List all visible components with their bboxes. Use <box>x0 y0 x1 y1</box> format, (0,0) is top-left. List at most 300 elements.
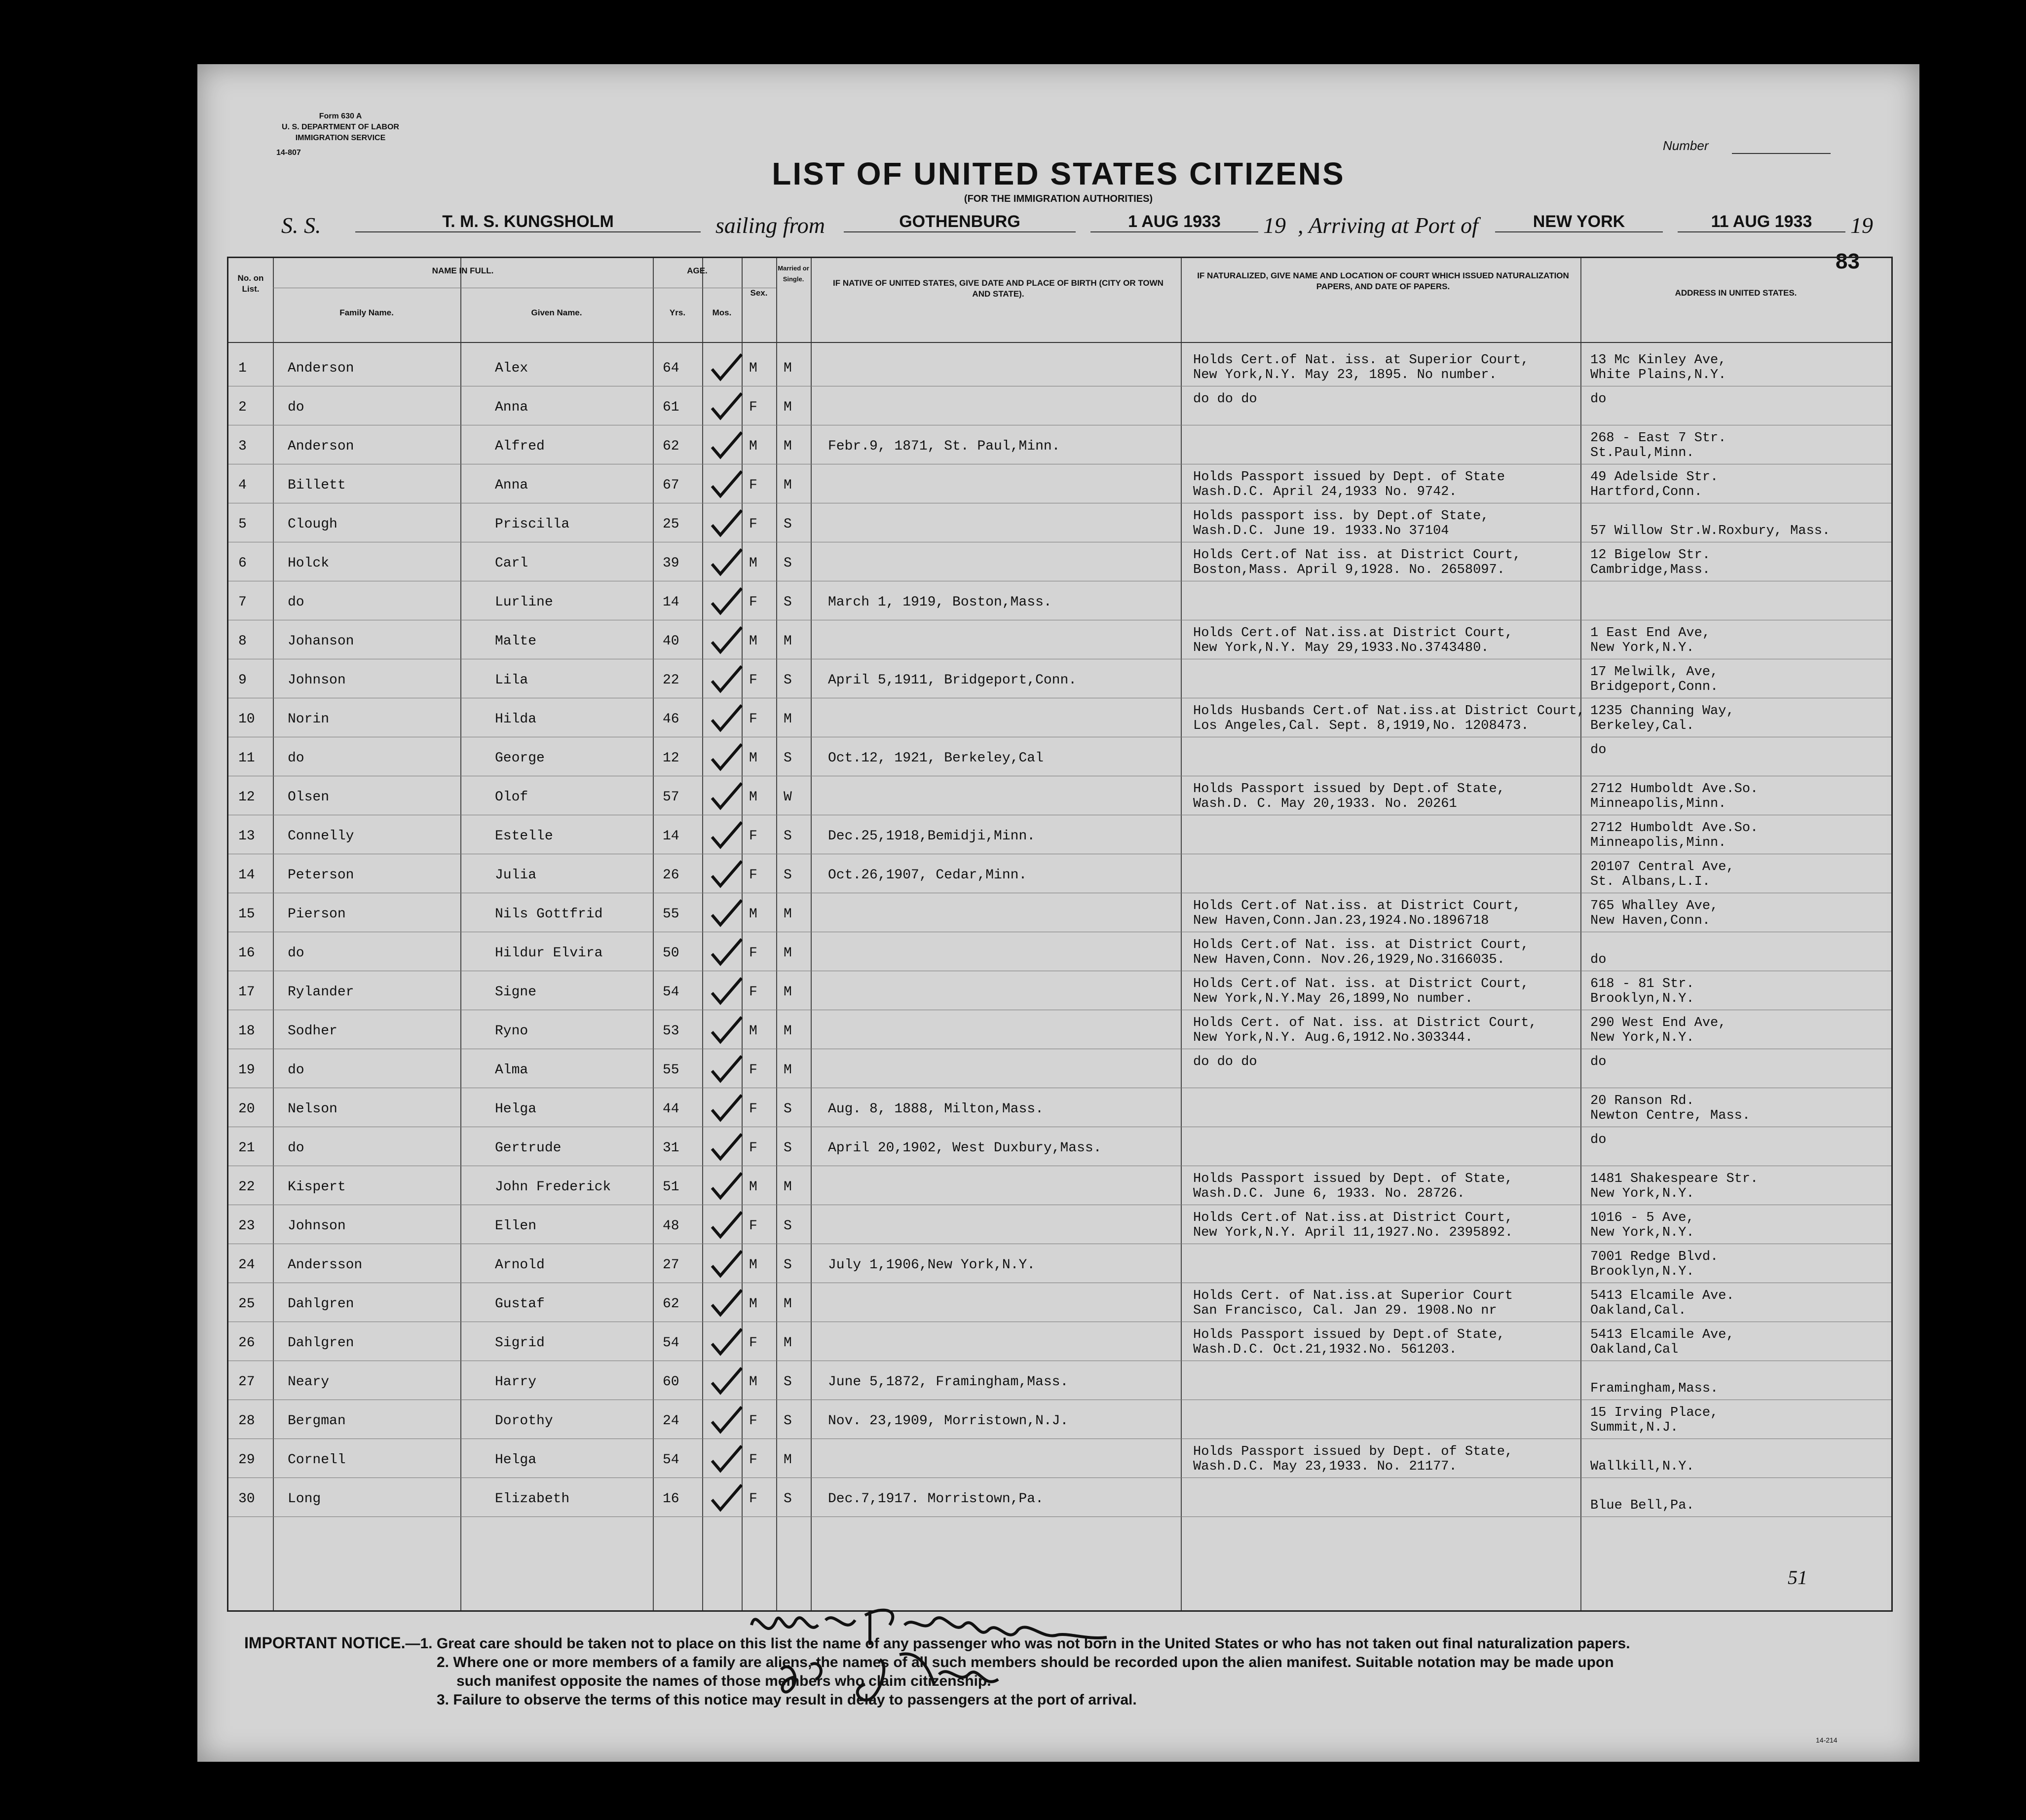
family-name: Pierson <box>288 907 346 922</box>
check-mark-icon <box>710 898 744 927</box>
address-info: 290 West End Ave, <box>1590 1016 1726 1030</box>
departure-port: GOTHENBURG <box>844 212 1076 232</box>
family-name: Long <box>288 1491 321 1507</box>
marital-status: M <box>784 1024 792 1039</box>
sex: F <box>749 673 757 688</box>
address-info: 1481 Shakespeare Str. <box>1590 1172 1759 1186</box>
family-name: Dahlgren <box>288 1335 354 1351</box>
age-years: 16 <box>663 1491 679 1507</box>
important-notice <box>244 1633 1882 1709</box>
col-given-name: Given Name. <box>531 308 582 317</box>
manifest-page <box>197 64 1919 1762</box>
age-years: 12 <box>663 751 679 766</box>
sex: F <box>749 1491 757 1507</box>
naturalization-info: Holds Cert. of Nat.iss.at Superior Court <box>1193 1289 1513 1303</box>
row-number: 23 <box>238 1218 255 1234</box>
service-name: IMMIGRATION SERVICE <box>295 134 386 142</box>
check-mark-icon <box>710 508 744 537</box>
given-name: Ellen <box>495 1218 537 1234</box>
age-years: 27 <box>663 1257 679 1273</box>
form-number: Form 630 A <box>319 112 362 120</box>
check-mark-icon <box>710 976 744 1005</box>
marital-status: S <box>784 1140 792 1156</box>
sex: M <box>749 1024 757 1039</box>
notice-item-1: —1. Great care should be taken not to place on this list the name of any passenger who was not born in the United States or who has not taken out final naturalization papers. <box>405 1635 1630 1652</box>
address-info: 12 Bigelow Str. <box>1590 548 1711 563</box>
age-years: 54 <box>663 1335 679 1351</box>
marital-status: M <box>784 1296 792 1312</box>
address-info: New York,N.Y. <box>1590 1225 1694 1240</box>
age-years: 39 <box>663 556 679 571</box>
address-info: do <box>1590 1055 1607 1069</box>
family-name: do <box>288 595 304 610</box>
naturalization-info: New York,N.Y. April 11,1927.No. 2395892. <box>1193 1225 1513 1240</box>
age-years: 55 <box>663 1062 679 1078</box>
year-suffix: 19 <box>1850 213 1873 238</box>
check-mark-icon <box>710 352 744 381</box>
given-name: Julia <box>495 868 537 883</box>
page-number: 83 <box>1836 249 1860 273</box>
given-name: Hilda <box>495 712 537 727</box>
departure-date: 1 AUG 1933 <box>1090 212 1258 232</box>
given-name: Malte <box>495 634 537 649</box>
birth-info: Oct.12, 1921, Berkeley,Cal <box>828 751 1044 766</box>
age-years: 25 <box>663 517 679 532</box>
family-name: Johnson <box>288 673 346 688</box>
age-years: 54 <box>663 985 679 1000</box>
address-info: Oakland,Cal <box>1590 1342 1679 1357</box>
age-years: 26 <box>663 868 679 883</box>
age-years: 55 <box>663 907 679 922</box>
age-years: 53 <box>663 1024 679 1039</box>
age-years: 40 <box>663 634 679 649</box>
given-name: Alfred <box>495 439 545 454</box>
notice-item-3: 3. Failure to observe the terms of this notice may result in delay to passengers at the port of arrival. <box>437 1692 1137 1708</box>
family-name: Rylander <box>288 985 354 1000</box>
birth-info: Oct.26,1907, Cedar,Minn. <box>828 868 1027 883</box>
family-name: Anderson <box>288 361 354 376</box>
marital-status: M <box>784 907 792 922</box>
age-years: 54 <box>663 1452 679 1468</box>
given-name: Signe <box>495 985 537 1000</box>
family-name: Johanson <box>288 634 354 649</box>
marital-status: S <box>784 556 792 571</box>
sex: F <box>749 829 757 844</box>
given-name: Elizabeth <box>495 1491 570 1507</box>
check-mark-icon <box>710 859 744 888</box>
check-mark-icon <box>710 586 744 615</box>
family-name: Clough <box>288 517 338 532</box>
check-mark-icon <box>710 391 744 420</box>
check-mark-icon <box>710 1365 744 1395</box>
row-number: 14 <box>238 868 255 883</box>
address-info: 765 Whalley Ave, <box>1590 899 1719 913</box>
naturalization-info: Holds Cert.of Nat.iss. at District Court, <box>1193 899 1521 913</box>
given-name: Helga <box>495 1452 537 1468</box>
marital-status: S <box>784 1101 792 1117</box>
sex: M <box>749 556 757 571</box>
age-years: 50 <box>663 946 679 961</box>
given-name: Harry <box>495 1374 537 1390</box>
marital-status: S <box>784 751 792 766</box>
sex: F <box>749 1452 757 1468</box>
birth-info: June 5,1872, Framingham,Mass. <box>828 1374 1069 1390</box>
naturalization-info: Holds passport iss. by Dept.of State, <box>1193 509 1489 524</box>
row-number: 20 <box>238 1101 255 1117</box>
sailing-label: sailing from <box>715 213 825 238</box>
age-years: 14 <box>663 829 679 844</box>
form-code: 14-807 <box>276 149 301 157</box>
row-number: 18 <box>238 1024 255 1039</box>
row-number: 6 <box>238 556 247 571</box>
address-info: Blue Bell,Pa. <box>1590 1498 1694 1513</box>
form-header-block <box>276 111 405 158</box>
row-number: 9 <box>238 673 247 688</box>
given-name: Nils Gottfrid <box>495 907 603 922</box>
sex: F <box>749 1335 757 1351</box>
naturalization-info: Holds Husbands Cert.of Nat.iss.at District Court, <box>1193 704 1585 719</box>
naturalization-info: Holds Cert.of Nat. iss. at District Court, <box>1193 938 1529 952</box>
page-title: LIST OF UNITED STATES CITIZENS <box>772 156 1345 191</box>
address-info: White Plains,N.Y. <box>1590 368 1726 382</box>
row-number: 19 <box>238 1062 255 1078</box>
given-name: Lila <box>495 673 528 688</box>
bottom-form-code: 14-214 <box>1816 1736 1838 1744</box>
row-number: 3 <box>238 439 247 454</box>
arriving-label: , Arriving at Port of <box>1298 213 1478 238</box>
binder-hole <box>99 341 123 365</box>
address-info: do <box>1590 392 1607 407</box>
sex: M <box>749 790 757 805</box>
check-mark-icon <box>710 703 744 732</box>
row-number: 13 <box>238 829 255 844</box>
family-name: do <box>288 400 304 415</box>
department-name: U. S. DEPARTMENT OF LABOR <box>282 123 399 131</box>
col-age-years: Yrs. <box>669 308 686 317</box>
check-mark-icon <box>710 1054 744 1083</box>
sex: F <box>749 1062 757 1078</box>
check-mark-icon <box>710 625 744 654</box>
address-info: New Haven,Conn. <box>1590 913 1711 928</box>
birth-info: Dec.7,1917. Morristown,Pa. <box>828 1491 1044 1507</box>
address-info: Brooklyn,N.Y. <box>1590 1264 1694 1279</box>
age-years: 48 <box>663 1218 679 1234</box>
marital-status: S <box>784 1257 792 1273</box>
age-years: 67 <box>663 478 679 493</box>
row-number: 2 <box>238 400 247 415</box>
marital-status: S <box>784 868 792 883</box>
naturalization-info: Los Angeles,Cal. Sept. 8,1919,No. 1208473. <box>1193 719 1529 733</box>
sex: M <box>749 751 757 766</box>
naturalization-info: New Haven,Conn. Nov.26,1929,No.3166035. <box>1193 952 1505 967</box>
address-info: St. Albans,L.I. <box>1590 874 1711 889</box>
address-info: 20107 Central Ave, <box>1590 860 1734 874</box>
naturalization-info: do do do <box>1193 1055 1257 1069</box>
family-name: Sodher <box>288 1024 338 1039</box>
address-info: Bridgeport,Conn. <box>1590 680 1719 694</box>
age-years: 57 <box>663 790 679 805</box>
sex: F <box>749 1218 757 1234</box>
birth-info: April 5,1911, Bridgeport,Conn. <box>828 673 1077 688</box>
family-name: Anderson <box>288 439 354 454</box>
ss-label: S. S. <box>281 213 321 238</box>
birth-info: Nov. 23,1909, Morristown,N.J. <box>828 1413 1069 1429</box>
marital-status: M <box>784 361 792 376</box>
check-mark-icon <box>710 1171 744 1200</box>
check-mark-icon <box>710 469 744 498</box>
marital-status: S <box>784 517 792 532</box>
check-mark-icon <box>710 1093 744 1122</box>
sex: M <box>749 1257 757 1273</box>
col-naturalized: IF NATURALIZED, GIVE NAME AND LOCATION OF COURT WHICH ISSUED NATURALIZATION PAPERS, AND DATE OF PAPERS. <box>1197 271 1569 291</box>
check-mark-icon <box>710 937 744 966</box>
check-mark-icon <box>710 1015 744 1044</box>
address-info: 5413 Elcamile Ave, <box>1590 1327 1734 1342</box>
age-years: 46 <box>663 712 679 727</box>
col-sex: Sex. <box>750 288 768 298</box>
binder-hole <box>99 1155 123 1179</box>
binder-hole <box>99 1520 123 1545</box>
given-name: Estelle <box>495 829 553 844</box>
address-info: Minneapolis,Minn. <box>1590 796 1726 811</box>
address-info: 13 Mc Kinley Ave, <box>1590 353 1726 368</box>
marital-status: W <box>784 790 792 805</box>
address-info: Hartford,Conn. <box>1590 485 1702 499</box>
naturalization-info: Holds Cert.of Nat. iss. at Superior Court, <box>1193 353 1529 368</box>
check-mark-icon <box>710 547 744 576</box>
marital-status: S <box>784 1374 792 1390</box>
sex: F <box>749 712 757 727</box>
col-name-group: NAME IN FULL. <box>432 266 494 275</box>
sex: F <box>749 868 757 883</box>
sex: F <box>749 1140 757 1156</box>
row-number: 22 <box>238 1179 255 1195</box>
age-years: 44 <box>663 1101 679 1117</box>
address-info: do <box>1590 743 1607 758</box>
family-name: Nelson <box>288 1101 338 1117</box>
age-years: 51 <box>663 1179 679 1195</box>
address-info: 57 Willow Str.W.Roxbury, Mass. <box>1590 524 1831 538</box>
page-subtitle: (FOR THE IMMIGRATION AUTHORITIES) <box>964 193 1153 204</box>
col-age-months: Mos. <box>712 308 732 317</box>
sex: F <box>749 400 757 415</box>
address-info: Newton Centre, Mass. <box>1590 1108 1751 1123</box>
age-years: 61 <box>663 400 679 415</box>
check-mark-icon <box>710 1132 744 1161</box>
naturalization-info: New York,N.Y.May 26,1899,No number. <box>1193 991 1473 1006</box>
check-mark-icon <box>710 430 744 459</box>
address-info: 1 East End Ave, <box>1590 626 1711 641</box>
address-info: 5413 Elcamile Ave. <box>1590 1289 1734 1303</box>
given-name: Arnold <box>495 1257 545 1273</box>
marital-status: M <box>784 1179 792 1195</box>
sex: F <box>749 1101 757 1117</box>
marital-status: M <box>784 946 792 961</box>
naturalization-info: Wash.D.C. Oct.21,1932.No. 561203. <box>1193 1342 1457 1357</box>
row-number: 5 <box>238 517 247 532</box>
check-mark-icon <box>710 742 744 771</box>
marital-status: M <box>784 1452 792 1468</box>
address-info: Framingham,Mass. <box>1590 1381 1719 1396</box>
address-info: 15 Irving Place, <box>1590 1405 1719 1420</box>
row-number: 16 <box>238 946 255 961</box>
voyage-line <box>281 212 1873 247</box>
check-mark-icon <box>710 1249 744 1278</box>
family-name: do <box>288 946 304 961</box>
naturalization-info: Boston,Mass. April 9,1928. No. 2658097. <box>1193 563 1505 577</box>
age-years: 14 <box>663 595 679 610</box>
row-number: 10 <box>238 712 255 727</box>
check-mark-icon <box>710 1404 744 1434</box>
address-info: do <box>1590 952 1607 967</box>
sex: F <box>749 517 757 532</box>
given-name: Dorothy <box>495 1413 553 1429</box>
address-info: 2712 Humboldt Ave.So. <box>1590 821 1759 835</box>
sex: M <box>749 1374 757 1390</box>
ship-name: T. M. S. KUNGSHOLM <box>355 212 701 232</box>
marital-status: S <box>784 1413 792 1429</box>
family-name: Olsen <box>288 790 330 805</box>
check-mark-icon <box>710 781 744 810</box>
marital-status: S <box>784 673 792 688</box>
address-info: 7001 Redge Blvd. <box>1590 1250 1719 1264</box>
marital-status: M <box>784 439 792 454</box>
family-name: Peterson <box>288 868 354 883</box>
birth-info: Febr.9, 1871, St. Paul,Minn. <box>828 439 1060 454</box>
given-name: Priscilla <box>495 517 570 532</box>
naturalization-info: Wash.D.C. April 24,1933 No. 9742. <box>1193 485 1457 499</box>
row-number: 24 <box>238 1257 255 1273</box>
address-info: 1235 Channing Way, <box>1590 704 1734 719</box>
birth-info: Aug. 8, 1888, Milton,Mass. <box>828 1101 1044 1117</box>
naturalization-info: Holds Cert.of Nat iss. at District Court, <box>1193 548 1521 563</box>
naturalization-info: Holds Cert.of Nat. iss. at District Court, <box>1193 977 1529 991</box>
given-name: Carl <box>495 556 528 571</box>
notice-item-2: 2. Where one or more members of a family are aliens, the names of all such members should be recorded upon the alien manifest. Suitable notation may be made upon <box>437 1654 1614 1670</box>
family-name: Johnson <box>288 1218 346 1234</box>
tally-number: 51 <box>1788 1566 1807 1589</box>
row-number: 29 <box>238 1452 255 1468</box>
address-info: Brooklyn,N.Y. <box>1590 991 1694 1006</box>
check-mark-icon <box>710 1210 744 1239</box>
address-info: Cambridge,Mass. <box>1590 563 1711 577</box>
family-name: Holck <box>288 556 330 571</box>
marital-status: M <box>784 1062 792 1078</box>
family-name: Bergman <box>288 1413 346 1429</box>
naturalization-info: Wash.D.C. June 6, 1933. No. 28726. <box>1193 1186 1465 1201</box>
given-name: Anna <box>495 478 528 493</box>
given-name: Lurline <box>495 595 553 610</box>
sex: F <box>749 985 757 1000</box>
family-name: Connelly <box>288 829 354 844</box>
address-info: 268 - East 7 Str. <box>1590 431 1726 446</box>
sex: F <box>749 595 757 610</box>
birth-info: July 1,1906,New York,N.Y. <box>828 1257 1036 1273</box>
notice-heading: IMPORTANT NOTICE. <box>244 1634 406 1652</box>
row-number: 15 <box>238 907 255 922</box>
family-name: Cornell <box>288 1452 346 1468</box>
naturalization-info: Wash.D. C. May 20,1933. No. 20261 <box>1193 796 1457 811</box>
check-mark-icon <box>710 1327 744 1356</box>
family-name: Andersson <box>288 1257 363 1273</box>
row-number: 1 <box>238 361 247 376</box>
row-number: 17 <box>238 985 255 1000</box>
notice-item-2-cont: such manifest opposite the names of those members who claim citizenship. <box>456 1673 991 1689</box>
birth-info: Dec.25,1918,Bemidji,Minn. <box>828 829 1036 844</box>
row-number: 27 <box>238 1374 255 1390</box>
check-mark-icon <box>710 1482 744 1512</box>
address-info: Summit,N.J. <box>1590 1420 1679 1435</box>
address-info: New York,N.Y. <box>1590 1186 1694 1201</box>
given-name: Alma <box>495 1062 528 1078</box>
passenger-table <box>227 257 1893 1612</box>
naturalization-info: New Haven,Conn.Jan.23,1924.No.1896718 <box>1193 913 1489 928</box>
row-number: 30 <box>238 1491 255 1507</box>
col-birth: IF NATIVE OF UNITED STATES, GIVE DATE AND PLACE OF BIRTH (CITY OR TOWN AND STATE). <box>833 278 1163 299</box>
marital-status: M <box>784 478 792 493</box>
marital-status: S <box>784 595 792 610</box>
check-mark-icon <box>710 820 744 849</box>
age-years: 60 <box>663 1374 679 1390</box>
given-name: Olof <box>495 790 528 805</box>
number-field <box>1732 153 1831 154</box>
marital-status: S <box>784 1491 792 1507</box>
address-info: Oakland,Cal. <box>1590 1303 1687 1318</box>
marital-status: M <box>784 712 792 727</box>
given-name: Sigrid <box>495 1335 545 1351</box>
address-info: New York,N.Y. <box>1590 1030 1694 1045</box>
age-years: 31 <box>663 1140 679 1156</box>
address-info: 2712 Humboldt Ave.So. <box>1590 782 1759 796</box>
col-address: ADDRESS IN UNITED STATES. <box>1675 288 1797 298</box>
family-name: do <box>288 1140 304 1156</box>
address-info: Berkeley,Cal. <box>1590 719 1694 733</box>
naturalization-info: Holds Cert. of Nat. iss. at District Court, <box>1193 1016 1537 1030</box>
marital-status: M <box>784 400 792 415</box>
naturalization-info: Holds Passport issued by Dept. of State, <box>1193 1444 1513 1459</box>
birth-info: March 1, 1919, Boston,Mass. <box>828 595 1052 610</box>
naturalization-info: San Francisco, Cal. Jan 29. 1908.No nr <box>1193 1303 1497 1318</box>
row-number: 21 <box>238 1140 255 1156</box>
sex: M <box>749 439 757 454</box>
row-number: 4 <box>238 478 247 493</box>
naturalization-info: Holds Cert.of Nat.iss.at District Court, <box>1193 626 1513 641</box>
family-name: Kispert <box>288 1179 346 1195</box>
row-number: 11 <box>238 751 255 766</box>
sex: M <box>749 907 757 922</box>
naturalization-info: Holds Passport issued by Dept.of State, <box>1193 782 1505 796</box>
given-name: Alex <box>495 361 528 376</box>
row-number: 8 <box>238 634 247 649</box>
naturalization-info: Holds Passport issued by Dept.of State, <box>1193 1327 1505 1342</box>
sex: M <box>749 1179 757 1195</box>
given-name: Helga <box>495 1101 537 1117</box>
age-years: 22 <box>663 673 679 688</box>
naturalization-info: New York,N.Y. May 23, 1895. No number. <box>1193 368 1497 382</box>
address-info: 618 - 81 Str. <box>1590 977 1694 991</box>
marital-status: M <box>784 1335 792 1351</box>
family-name: do <box>288 1062 304 1078</box>
check-mark-icon <box>710 664 744 693</box>
address-info: 49 Adelside Str. <box>1590 470 1719 485</box>
sex: F <box>749 1413 757 1429</box>
marital-status: S <box>784 1218 792 1234</box>
naturalization-info: Holds Cert.of Nat.iss.at District Court, <box>1193 1211 1513 1225</box>
address-info: New York,N.Y. <box>1590 641 1694 655</box>
row-number: 25 <box>238 1296 255 1312</box>
col-family-name: Family Name. <box>339 308 394 317</box>
given-name: John Frederick <box>495 1179 611 1195</box>
